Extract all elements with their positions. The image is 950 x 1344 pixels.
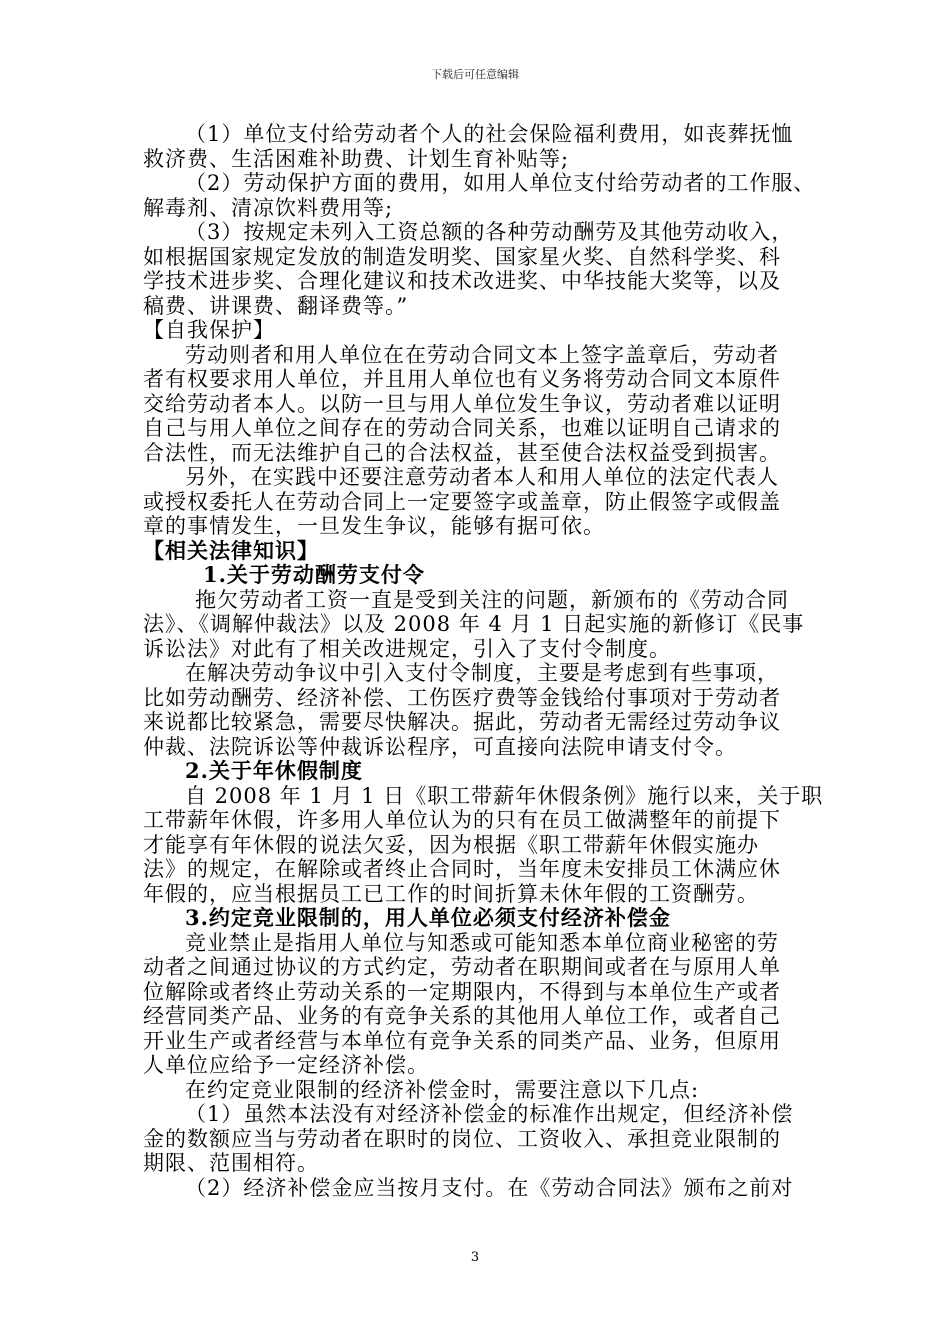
text-line: 来说都比较紧急，需要尽快解决。据此，劳动者无需经过劳动争议 (143, 710, 781, 734)
text-line: （3）按规定未列入工资总额的各种劳动酬劳及其他劳动收入， (185, 220, 794, 244)
text-line: 人单位应给予一定经济补偿。 (143, 1053, 429, 1077)
text-line: （2）劳动保护方面的费用，如用人单位支付给劳动者的工作服、 (185, 171, 816, 195)
section-heading: 1.关于劳动酬劳支付令 (203, 562, 425, 587)
text-line: 仲裁、法院诉讼等仲裁诉讼程序，可直接向法院申请支付令。 (143, 734, 737, 759)
text-line: 工带薪年休假，许多用人单位认为的只有在员工做满整年的前提下 (143, 808, 781, 832)
section-heading: 2.关于年休假制度 (185, 758, 363, 783)
text-line: 诉讼法》对此有了相关改进规定，引入了支付令制度。 (143, 636, 671, 661)
text-line: 竞业禁止是指用人单位与知悉或可能知悉本单位商业秘密的劳 (185, 930, 779, 955)
page-number: 3 (470, 1250, 480, 1265)
text-line: 法》的规定，在解除或者终止合同时，当年度未安排员工休满应休 (143, 857, 781, 881)
text-line: 如根据国家规定发放的制造发明奖、国家星火奖、自然科学奖、科 (143, 244, 781, 269)
text-line: 金的数额应当与劳动者在职时的岗位、工资收入、承担竞业限制的 (143, 1126, 781, 1151)
text-line: 合法性，而无法维护自己的合法权益，甚至使合法权益受到损害。 (143, 440, 781, 465)
text-line: （1）虽然本法没有对经济补偿金的标准作出规定，但经济补偿 (185, 1102, 794, 1126)
text-line: 自 2008 年 1 月 1 日《职工带薪年休假条例》施行以来，关于职 (185, 783, 824, 808)
text-line: 自己与用人单位之间存在的劳动合同关系，也难以证明自己请求的 (143, 416, 781, 440)
text-line: 劳动则者和用人单位在在劳动合同文本上签字盖章后，劳动者 (185, 342, 779, 367)
page-header: 下载后可任意编辑 (431, 68, 519, 81)
section-heading: 3.约定竞业限制的，用人单位必须支付经济补偿金 (185, 905, 671, 930)
text-line: 另外，在实践中还要注意劳动者本人和用人单位的法定代表人 (185, 465, 779, 489)
text-line: 才能享有年休假的说法欠妥，因为根据《职工带薪年休假实施办 (143, 832, 759, 857)
text-line: 解毒剂、清凉饮料费用等; (143, 195, 394, 220)
text-line: 期限、范围相符。 (143, 1151, 319, 1175)
text-line: （1）单位支付给劳动者个人的社会保险福利费用，如丧葬抚恤 (185, 122, 794, 146)
text-line: 动者之间通过协议的方式约定，劳动者在职期间或者在与原用人单 (143, 955, 781, 979)
section-heading: 【相关法律知识】 (143, 537, 319, 563)
text-line: 救济费、生活困难补助费、计划生育补贴等; (143, 146, 570, 171)
text-line: 年假的，应当根据员工已工作的时间折算未休年假的工资酬劳。 (143, 881, 759, 906)
text-line: 章的事情发生，一旦发生争议，能够有据可依。 (143, 514, 605, 538)
document-body (143, 122, 824, 1200)
text-line: 【自我保护】 (143, 318, 275, 342)
text-line: 在约定竞业限制的经济补偿金时，需要注意以下几点: (185, 1077, 700, 1102)
text-line: 交给劳动者本人。以防一旦与用人单位发生争议，劳动者难以证明 (143, 391, 781, 416)
text-line: 者有权要求用人单位，并且用人单位也有义务将劳动合同文本原件 (143, 367, 781, 391)
text-line: 位解除或者终止劳动关系的一定期限内，不得到与本单位生产或者 (143, 979, 781, 1004)
text-line: 比如劳动酬劳、经济补偿、工伤医疗费等金钱给付事项对于劳动者 (143, 685, 781, 710)
text-line: 学技术进步奖、合理化建议和技术改进奖、中华技能大奖等，以及 (143, 269, 781, 293)
text-line: （2）经济补偿金应当按月支付。在《劳动合同法》颁布之前对 (185, 1175, 794, 1200)
text-line: 经营同类产品、业务的有竞争关系的其他用人单位工作，或者自己 (143, 1004, 781, 1028)
text-line: 或授权委托人在劳动合同上一定要签字或盖章，防止假签字或假盖 (143, 489, 781, 514)
text-line: 拖欠劳动者工资一直是受到关注的问题，新颁布的《劳动合同 (195, 587, 789, 612)
text-line: 稿费、讲课费、翻译费等。” (143, 293, 409, 318)
text-line: 法》、《调解仲裁法》以及 2008 年 4 月 1 日起实施的新修订《民事 (143, 612, 805, 636)
text-line: 开业生产或者经营与本单位有竞争关系的同类产品、业务，但原用 (143, 1028, 781, 1053)
text-line: 在解决劳动争议中引入支付令制度，主要是考虑到有些事项， (185, 661, 779, 685)
